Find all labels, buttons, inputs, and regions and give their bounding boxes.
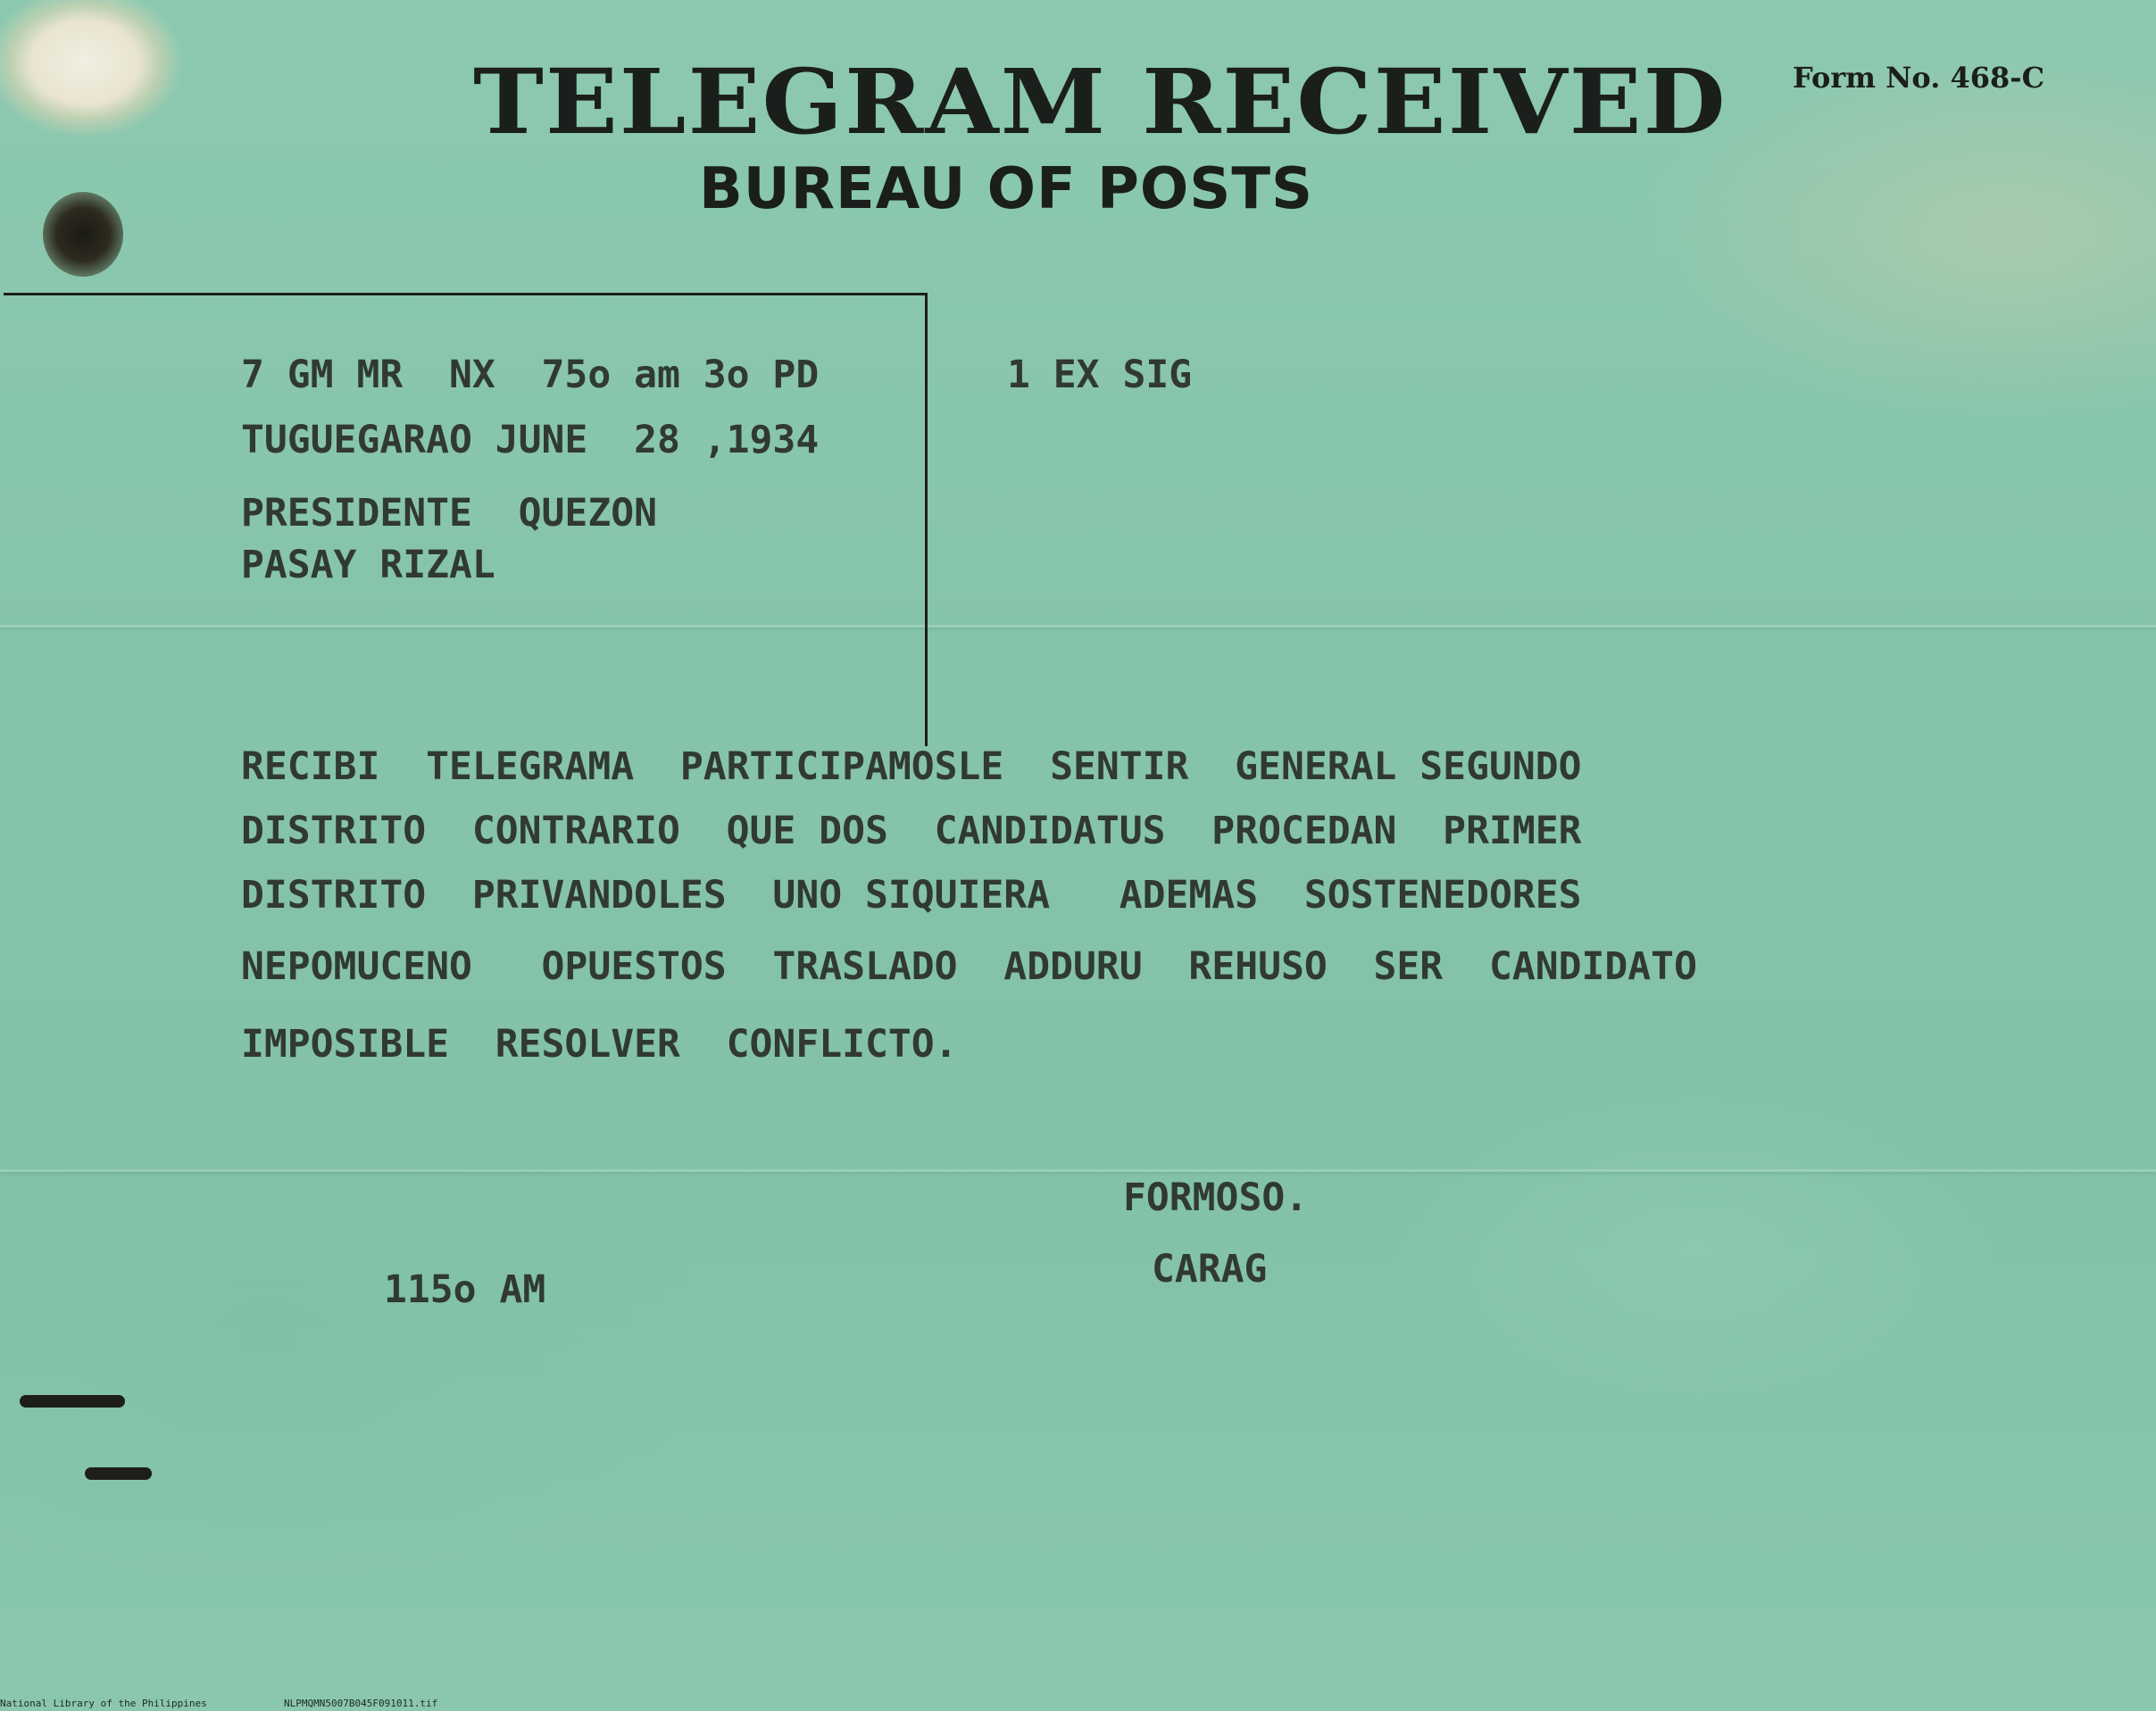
form-subtitle: BUREAU OF POSTS — [699, 156, 1314, 222]
ink-stain — [43, 192, 123, 277]
addressee-name: PRESIDENTE QUEZON — [241, 491, 657, 536]
message-line: DISTRITO PRIVANDOLES UNO SIQUIERA ADEMAS SOSTENEDORES — [241, 873, 1582, 918]
time-received: 115o AM — [384, 1267, 546, 1312]
signature-sender: FORMOSO. — [1123, 1175, 1309, 1220]
archive-filename: NLPMQMN5007B045F091011.tif — [284, 1698, 438, 1709]
message-line: DISTRITO CONTRARIO QUE DOS CANDIDATUS PROCEDAN PRIMER — [241, 809, 1582, 853]
signature-place: CARAG — [1152, 1247, 1268, 1292]
fold-crease — [0, 1169, 2156, 1172]
message-line: IMPOSIBLE RESOLVER CONFLICTO. — [241, 1022, 958, 1067]
paper-damage — [0, 0, 196, 161]
ink-mark — [20, 1395, 125, 1408]
form-number: Form No. 468-C — [1793, 61, 2045, 95]
ink-mark — [85, 1467, 152, 1480]
addressee-location: PASAY RIZAL — [241, 543, 495, 587]
transmission-line: 7 GM MR NX 75o am 3o PD — [241, 353, 820, 397]
message-line: RECIBI TELEGRAMA PARTICIPAMOSLE SENTIR GENERAL SEGUNDO — [241, 744, 1582, 789]
form-title: TELEGRAM RECEIVED — [473, 49, 1727, 154]
message-line: NEPOMUCENO OPUESTOS TRASLADO ADDURU REHUSO SER CANDIDATO — [241, 944, 1697, 989]
transmission-service: 1 EX SIG — [1007, 353, 1193, 397]
archive-credit: National Library of the Philippines — [0, 1698, 207, 1709]
origin-date-line: TUGUEGARAO JUNE 28 ,1934 — [241, 418, 820, 462]
